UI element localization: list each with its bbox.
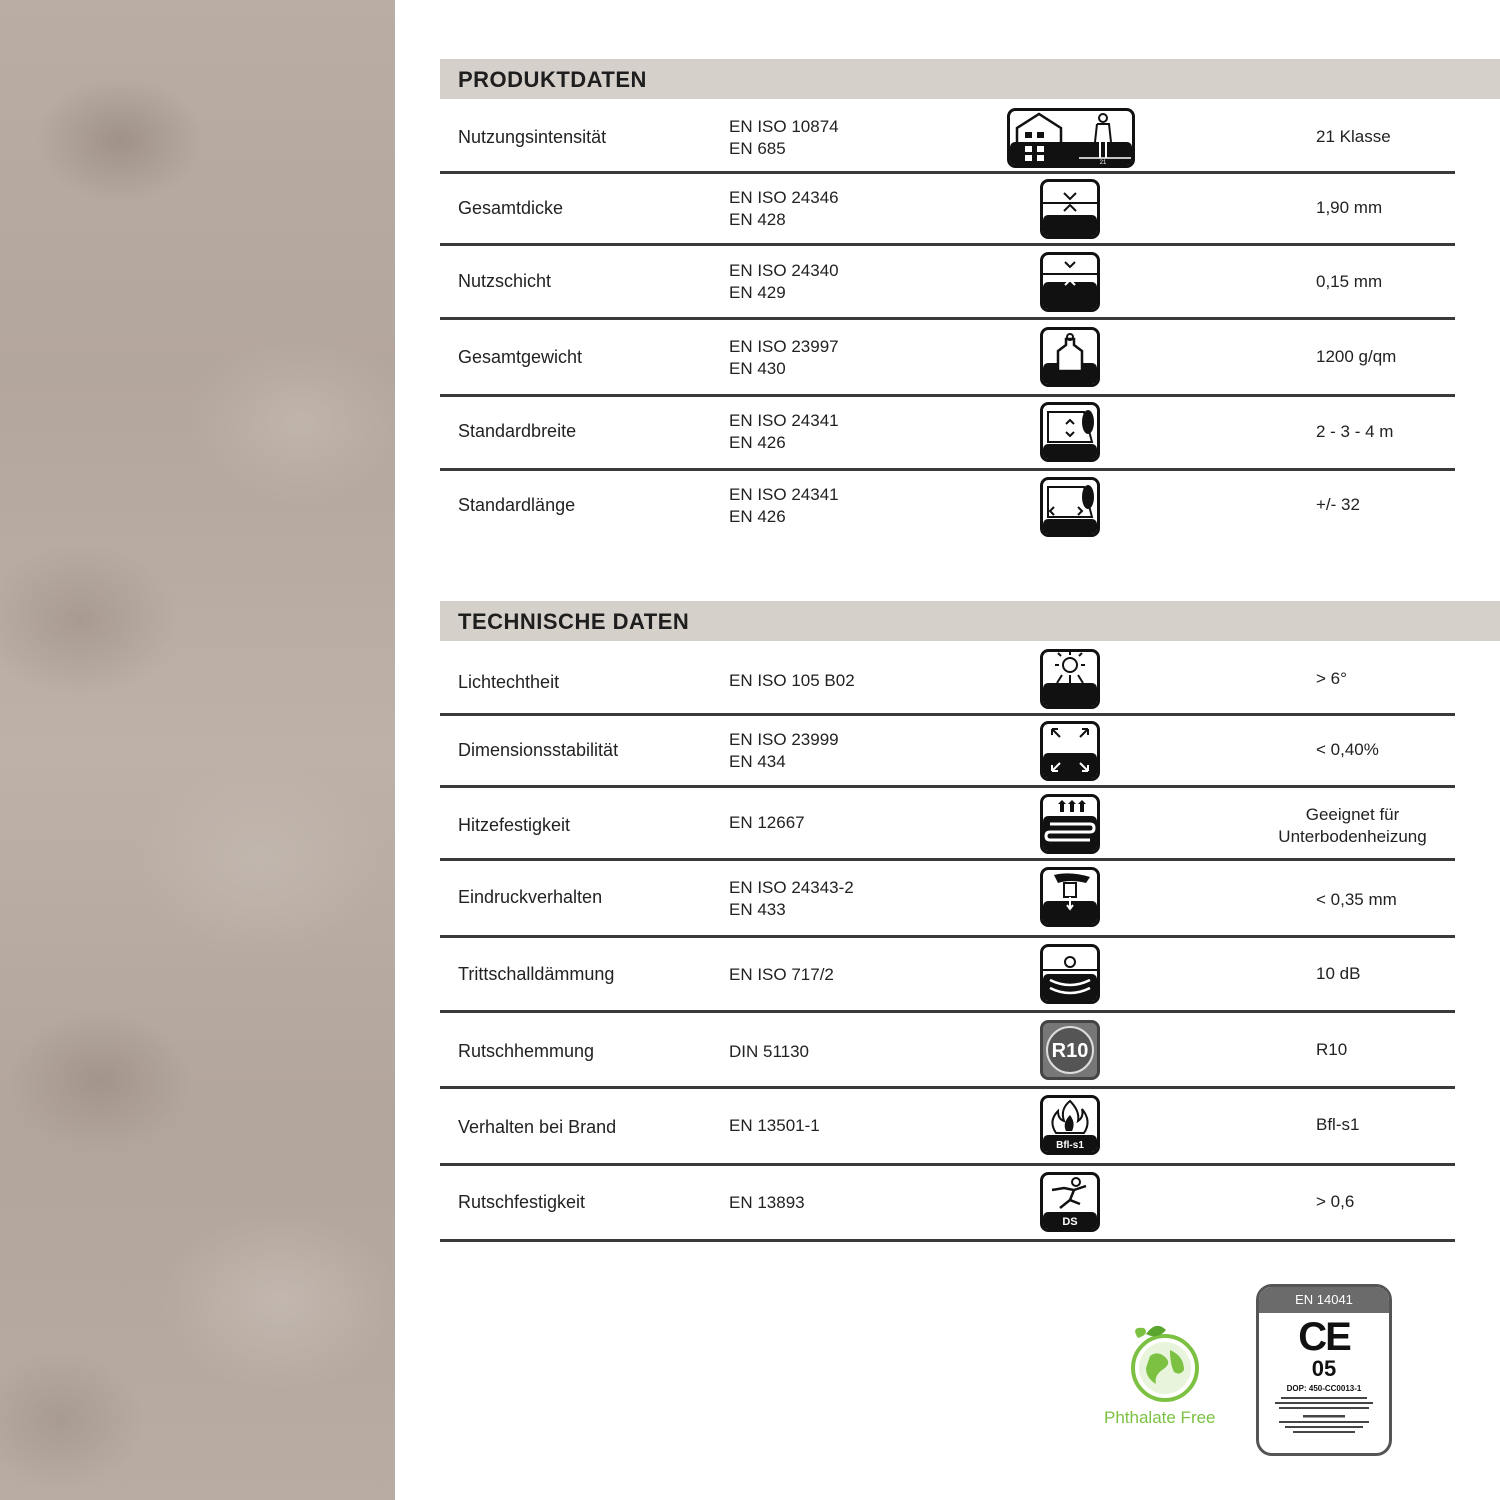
- row-label: Trittschalldämmung: [458, 964, 615, 984]
- sun-icon: [1040, 649, 1100, 709]
- slip-resistance-icon: [1040, 1172, 1100, 1232]
- section-header-technische-daten: [440, 601, 1500, 641]
- floor-texture-image: [0, 0, 395, 1500]
- row-label: Standardbreite: [458, 421, 577, 441]
- ce-standard: EN 14041: [1259, 1287, 1389, 1313]
- row-norm: EN 12667: [729, 813, 805, 832]
- table-row: [440, 1089, 1455, 1166]
- row-norm: DIN 51130: [729, 1042, 810, 1061]
- ce-fine-print-icon: [1259, 1393, 1389, 1443]
- phthalate-free-label: Phthalate Free: [1104, 1408, 1216, 1427]
- total-thickness-icon: [1040, 179, 1100, 239]
- table-row: [440, 246, 1455, 320]
- row-value: < 0,40%: [1316, 740, 1379, 759]
- row-label: Gesamtdicke: [458, 198, 564, 218]
- floor-heating-icon: [1040, 794, 1100, 854]
- row-label: Hitzefestigkeit: [458, 815, 571, 835]
- table-row: [440, 320, 1455, 397]
- row-value: 10 dB: [1316, 964, 1361, 983]
- row-label: Nutzungsintensität: [458, 127, 607, 147]
- row-value: 21 Klasse: [1316, 127, 1391, 146]
- table-row: [440, 861, 1455, 938]
- row-value: > 0,6: [1316, 1192, 1355, 1211]
- svg-text:DS: DS: [1062, 1216, 1078, 1228]
- table-row: [440, 397, 1455, 471]
- row-norm: EN ISO 717/2: [729, 965, 834, 984]
- table-row: [440, 174, 1455, 246]
- row-label: Dimensionsstabilität: [458, 740, 619, 760]
- row-value: < 0,35 mm: [1316, 890, 1397, 909]
- ce-dop: DOP: 450-CC0013-1: [1286, 1384, 1362, 1393]
- row-label: Rutschhemmung: [458, 1041, 595, 1061]
- sound-insulation-icon: [1040, 944, 1100, 1004]
- table-row: [440, 788, 1455, 861]
- row-value: 2 - 3 - 4 m: [1316, 422, 1394, 441]
- row-norm: EN ISO 24340 EN 429: [729, 261, 839, 302]
- row-value: 0,15 mm: [1316, 272, 1383, 291]
- dimension-arrows-icon: [1040, 721, 1100, 781]
- indentation-icon: [1040, 867, 1100, 927]
- fire-icon: [1040, 1095, 1100, 1155]
- ce-year: 05: [1311, 1356, 1337, 1381]
- row-label: Gesamtgewicht: [458, 347, 583, 367]
- row-norm: EN ISO 23999 EN 434: [729, 730, 839, 771]
- table-row: [440, 1166, 1455, 1242]
- row-value: +/- 32: [1316, 495, 1360, 514]
- usage-class-icon: [1007, 108, 1135, 168]
- row-norm: EN ISO 10874 EN 685: [729, 117, 839, 158]
- row-value: > 6°: [1316, 669, 1347, 688]
- roll-length-icon: [1040, 477, 1100, 537]
- row-norm: EN ISO 24343-2 EN 433: [729, 878, 854, 919]
- section-title: PRODUKTDATEN: [458, 67, 647, 92]
- row-label: Eindruckverhalten: [458, 887, 603, 907]
- table-row: [440, 1013, 1455, 1089]
- ce-mark-icon: CE: [1298, 1315, 1350, 1359]
- row-label: Verhalten bei Brand: [458, 1117, 617, 1137]
- svg-text:21: 21: [1099, 160, 1107, 166]
- row-label: Standardlänge: [458, 495, 576, 515]
- row-value: Geeignet für Unterbodenheizung: [1278, 805, 1427, 846]
- wear-layer-icon: [1040, 252, 1100, 312]
- row-value: 1,90 mm: [1316, 198, 1383, 217]
- roll-width-icon: [1040, 402, 1100, 462]
- row-norm: EN ISO 105 B02: [729, 671, 855, 690]
- weight-icon: [1040, 327, 1100, 387]
- r10-icon: [1040, 1020, 1100, 1080]
- row-label: Nutzschicht: [458, 271, 552, 291]
- row-norm: EN 13501-1: [729, 1116, 820, 1135]
- row-label: Rutschfestigkeit: [458, 1192, 586, 1212]
- table-row: [440, 938, 1455, 1013]
- row-value: 1200 g/qm: [1316, 347, 1397, 366]
- row-norm: EN 13893: [729, 1193, 805, 1212]
- row-norm: EN ISO 23997 EN 430: [729, 337, 839, 378]
- section-header-produktdaten: [440, 59, 1500, 99]
- table-row: [440, 471, 1455, 545]
- row-norm: EN ISO 24341 EN 426: [729, 485, 839, 526]
- section-title: TECHNISCHE DATEN: [458, 609, 690, 634]
- ce-label-badge: [1256, 1284, 1392, 1456]
- table-row: [440, 644, 1455, 716]
- table-row: [440, 716, 1455, 788]
- row-label: Lichtechtheit: [458, 672, 560, 692]
- row-value: Bfl-s1: [1316, 1115, 1360, 1134]
- svg-text:Bfl-s1: Bfl-s1: [1056, 1140, 1084, 1151]
- svg-text:R10: R10: [1051, 1040, 1089, 1062]
- table-row: [440, 102, 1455, 174]
- row-norm: EN ISO 24341 EN 426: [729, 411, 839, 452]
- row-norm: EN ISO 24346 EN 428: [729, 188, 839, 229]
- row-value: R10: [1316, 1040, 1348, 1059]
